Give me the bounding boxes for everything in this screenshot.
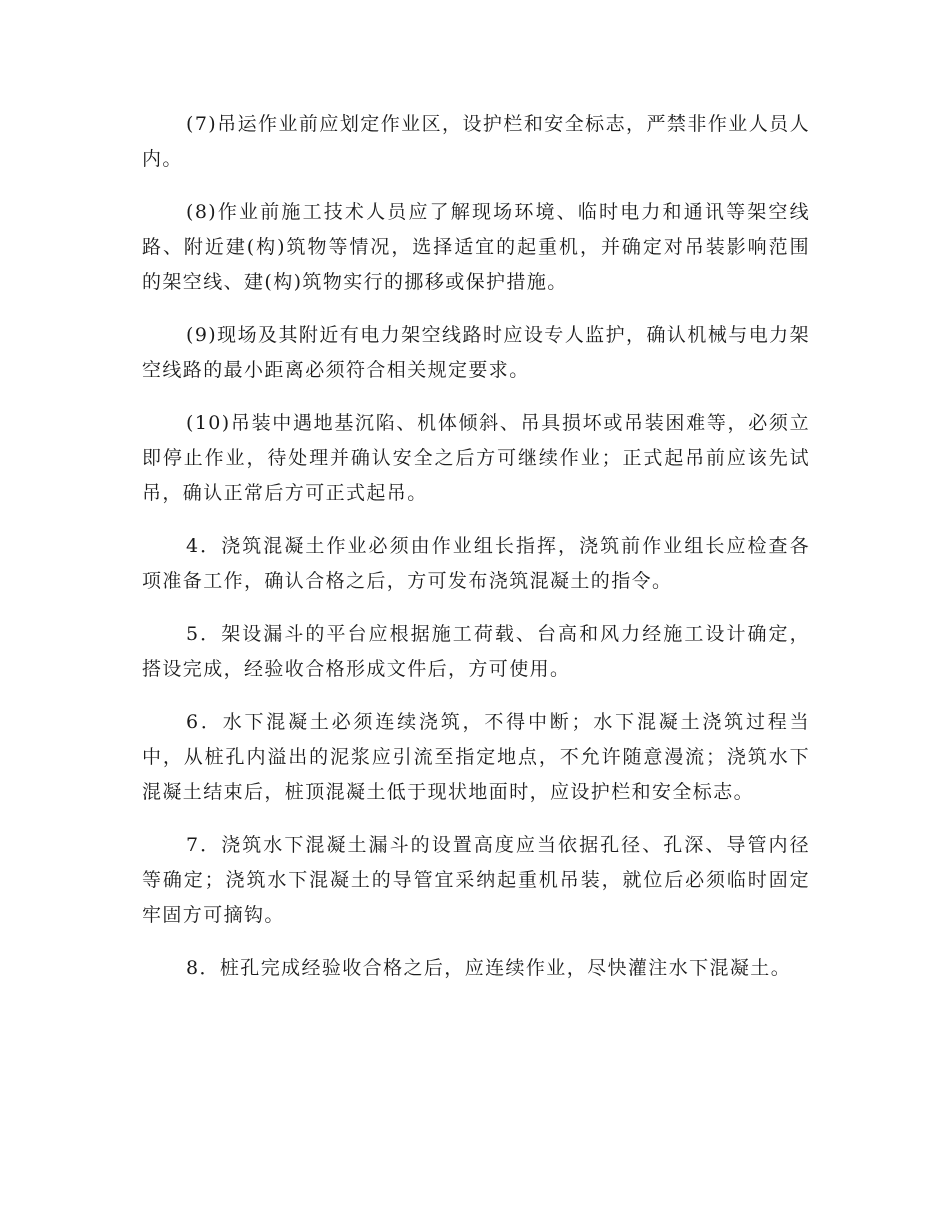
paragraph-8: (8)作业前施工技术人员应了解现场环境、临时电力和通讯等架空线路、附近建(构)筑物等情况，选择适宜的起重机，并确定对吊装影响范围的架空线、建(构)筑物实行的挪移或保护措施。 [142, 201, 810, 293]
paragraph-7: (7)吊运作业前应划定作业区，设护栏和安全标志，严禁非作业人员人内。 [142, 113, 810, 170]
section-7: 7．浇筑水下混凝土漏斗的设置高度应当依据孔径、孔深、导管内径等确定；浇筑水下混凝土的导管宜采纳起重机吊装，就位后必须临时固定牢固方可摘钩。 [142, 834, 810, 926]
paragraph-9: (9)现场及其附近有电力架空线路时应设专人监护，确认机械与电力架空线路的最小距离必须符合相关规定要求。 [142, 324, 810, 381]
section-4: 4．浇筑混凝土作业必须由作业组长指挥，浇筑前作业组长应检查各项准备工作，确认合格之后，方可发布浇筑混凝土的指令。 [142, 535, 810, 592]
section-8: 8．桩孔完成经验收合格之后，应连续作业，尽快灌注水下混凝土。 [186, 957, 792, 979]
paragraph-10: (10)吊装中遇地基沉陷、机体倾斜、吊具损坏或吊装困难等，必须立即停止作业，待处理并确认安全之后方可继续作业；正式起吊前应该先试吊，确认正常后方可正式起吊。 [142, 412, 810, 504]
document-body [142, 107, 810, 1004]
section-5: 5．架设漏斗的平台应根据施工荷载、台高和风力经施工设计确定，搭设完成，经验收合格形成文件后，方可使用。 [142, 623, 810, 680]
section-6: 6．水下混凝土必须连续浇筑，不得中断；水下混凝土浇筑过程当中，从桩孔内溢出的泥浆应引流至指定地点，不允许随意漫流；浇筑水下混凝土结束后，桩顶混凝土低于现状地面时，应设护栏和安全标志。 [142, 711, 810, 803]
